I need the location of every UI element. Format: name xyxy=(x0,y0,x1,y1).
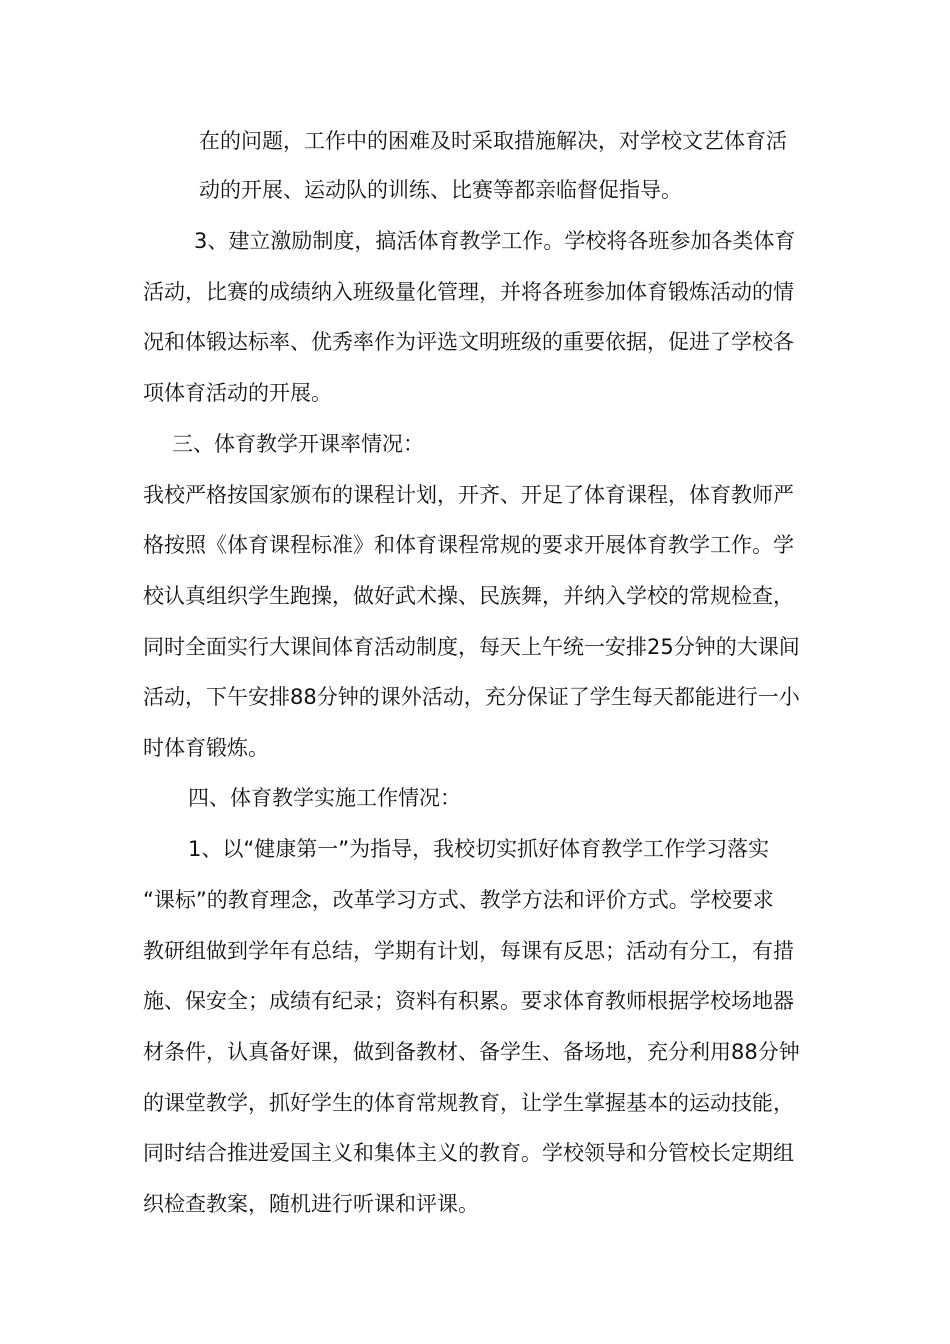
paragraph-line: 况和体锻达标率、优秀率作为评选文明班级的重要依据，促进了学校各 xyxy=(143,330,794,354)
paragraph-line: 活动，比赛的成绩纳入班级量化管理，并将各班参加体育锻炼活动的情 xyxy=(143,280,794,304)
paragraph-line: 同时结合推进爱国主义和集体主义的教育。学校领导和分管校长定期组 xyxy=(143,1141,794,1165)
paragraph-line: 施、保安全；成绩有纪录；资料有积累。要求体育教师根据学校场地器 xyxy=(143,989,794,1013)
paragraph-line: 格按照《体育课程标准》和体育课程常规的要求开展体育教学工作。学 xyxy=(143,533,794,557)
paragraph-line: 项体育活动的开展。 xyxy=(143,381,332,405)
paragraph-line: 同时全面实行大课间体育活动制度，每天上午统一安排25分钟的大课间 xyxy=(143,635,800,659)
paragraph-line: 时体育锻炼。 xyxy=(143,736,269,760)
paragraph-line: “课标”的教育理念，改革学习方式、教学方法和评价方式。学校要求 xyxy=(143,888,774,912)
paragraph-line: 校认真组织学生跑操，做好武术操、民族舞，并纳入学校的常规检查， xyxy=(143,584,794,608)
section-heading: 三、体育教学开课率情况： xyxy=(172,432,424,456)
paragraph-line: 的课堂教学，抓好学生的体育常规教育，让学生掌握基本的运动技能， xyxy=(143,1091,794,1115)
paragraph-line: 在的问题，工作中的困难及时采取措施解决，对学校文艺体育活 xyxy=(199,129,787,153)
paragraph-line: 织检查教案，随机进行听课和评课。 xyxy=(143,1192,479,1216)
paragraph-line: 教研组做到学年有总结，学期有计划，每课有反思；活动有分工，有措 xyxy=(143,939,794,963)
section-heading: 四、体育教学实施工作情况： xyxy=(188,786,461,810)
paragraph-line: 动的开展、运动队的训练、比赛等都亲临督促指导。 xyxy=(199,178,682,202)
paragraph-line: 材条件，认真备好课，做到备教材、备学生、备场地，充分利用88分钟 xyxy=(143,1040,800,1064)
paragraph-line: 3、建立激励制度，搞活体育教学工作。学校将各班参加各类体育 xyxy=(194,229,796,253)
paragraph-line: 活动，下午安排88分钟的课外活动，充分保证了学生每天都能进行一小 xyxy=(143,685,800,709)
paragraph-line: 1、以“健康第一”为指导，我校切实抓好体育教学工作学习落实 xyxy=(188,837,770,861)
paragraph-line: 我校严格按国家颁布的课程计划，开齐、开足了体育课程，体育教师严 xyxy=(143,483,794,507)
